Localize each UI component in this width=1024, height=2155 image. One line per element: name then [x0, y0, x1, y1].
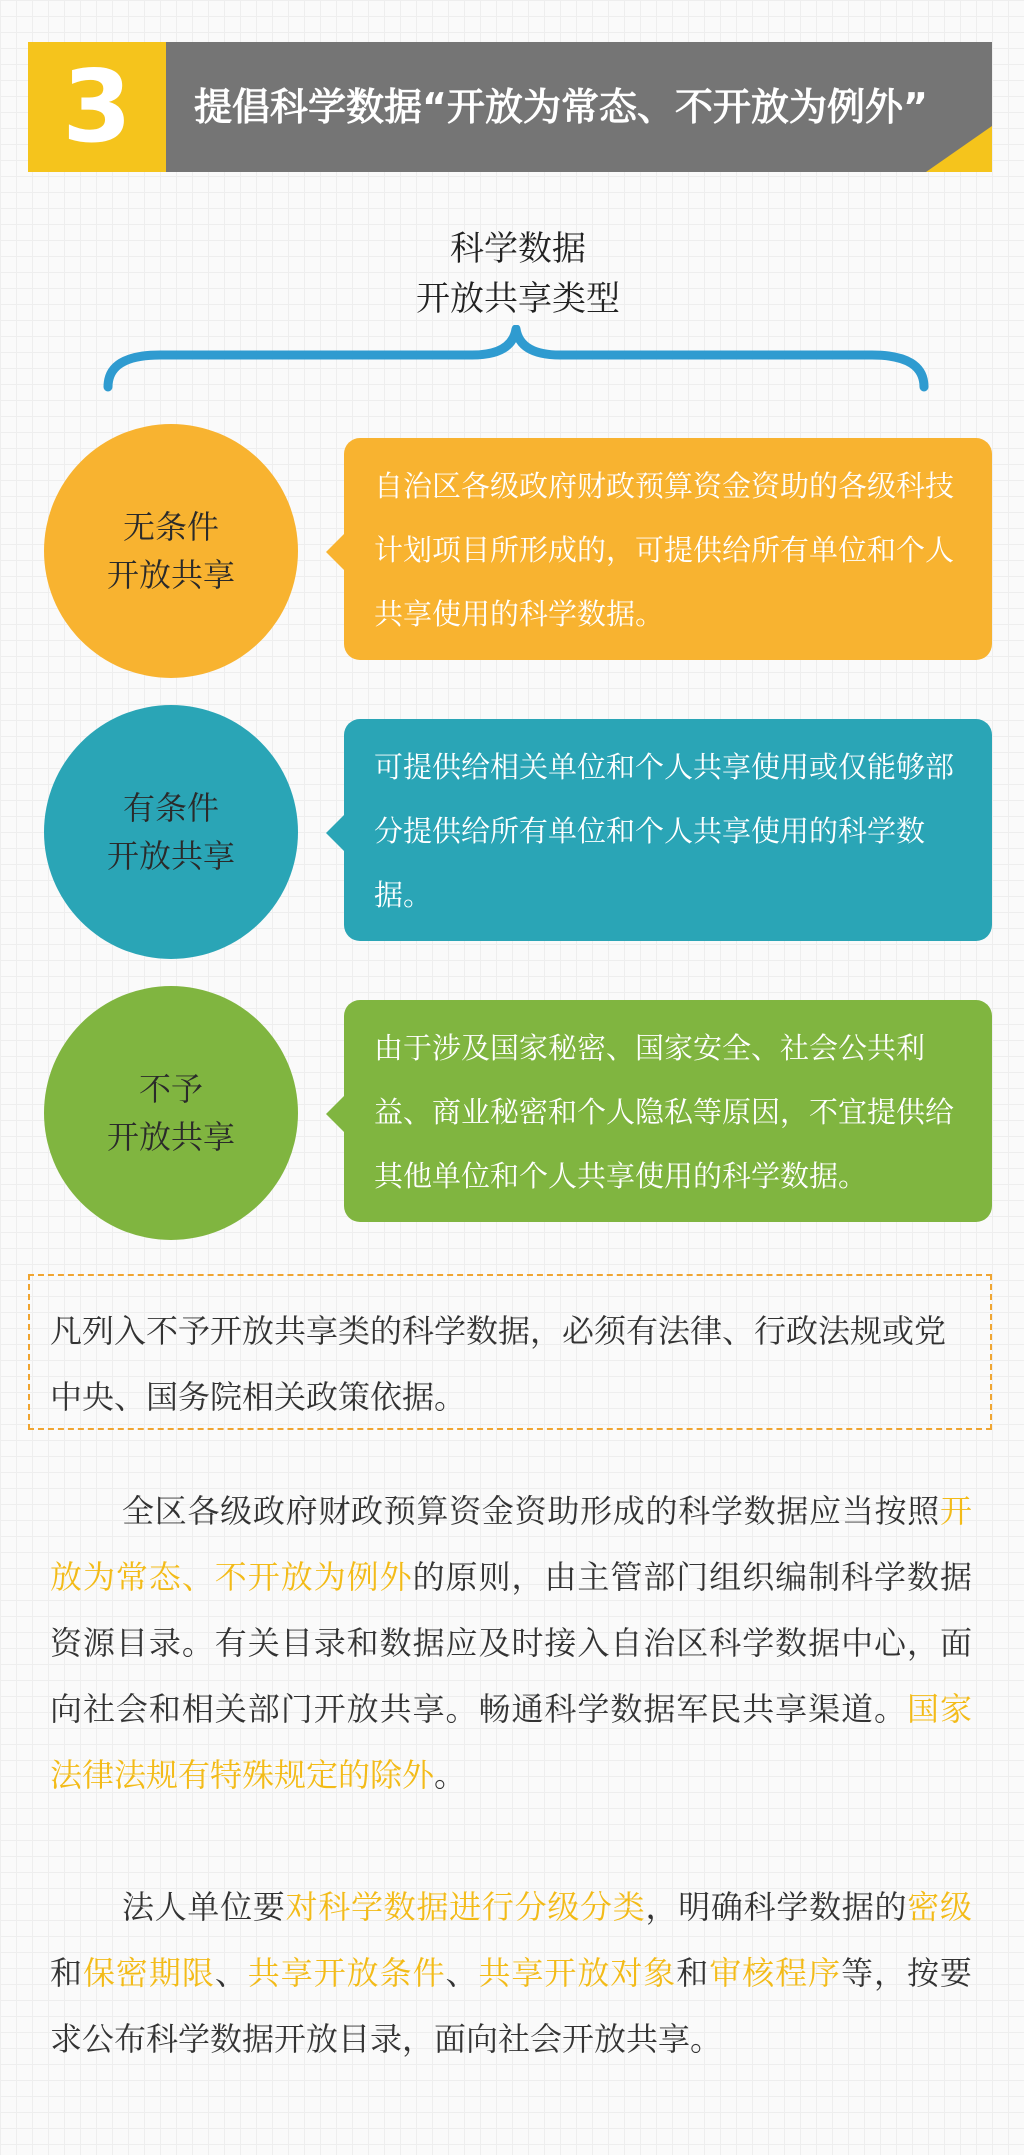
curly-brace-icon: [100, 325, 932, 395]
paragraph-text: 、: [445, 1954, 479, 1992]
paragraph-text: 的原则，由主管部门组织编制科学数据资源目录。有关目录和数据应及时接入自治区科学数据中心，面向社会和相关部门开放共享。畅通科学数据军民共享渠道。: [50, 1558, 972, 1728]
policy-note: 凡列入不予开放共享类的科学数据，必须有法律、行政法规或党中央、国务院相关政策依据。: [28, 1274, 992, 1430]
paragraph-text: 全区各级政府财政预算资金资助形成的科学数据应当按照: [122, 1492, 940, 1530]
paragraph-text: ，明确科学数据的: [645, 1888, 908, 1926]
section-title: 提倡科学数据“开放为常态、不开放为例外”: [166, 42, 992, 172]
highlight-text: 审核程序: [709, 1954, 842, 1992]
paragraph-text: 和: [50, 1954, 83, 1992]
paragraph-text: 法人单位要: [122, 1888, 286, 1926]
type-description-conditional: 可提供给相关单位和个人共享使用或仅能够部分提供给所有单位和个人共享使用的科学数据。: [344, 719, 992, 941]
type-label-line-1: 不予: [138, 1070, 203, 1108]
body-paragraph-2: [50, 1874, 972, 2072]
types-title-line-2: 开放共享类型: [416, 279, 620, 319]
highlight-text: 开放为常态、不开放为例外: [50, 1492, 972, 1596]
highlight-text: 保密期限: [82, 1954, 215, 1992]
type-label-line-1: 有条件: [122, 789, 219, 827]
body-paragraph-1: [50, 1478, 972, 1808]
type-item-not-open: [44, 986, 992, 1240]
type-item-unconditional: [44, 424, 992, 678]
type-circle-unconditional: [44, 424, 298, 678]
highlight-text: 对科学数据进行分级分类: [285, 1888, 646, 1926]
type-circle-not-open: [44, 986, 298, 1240]
type-circle-conditional: [44, 705, 298, 959]
highlight-text: 密级: [907, 1888, 972, 1926]
paragraph-text: 。: [434, 1756, 467, 1794]
paragraph-text: 和: [676, 1954, 710, 1992]
highlight-text: 共享开放对象: [478, 1954, 677, 1992]
highlight-text: 国家法律法规有特殊规定的除外: [50, 1690, 972, 1794]
types-title: [312, 224, 724, 324]
type-label-line-1: 无条件: [122, 508, 219, 546]
section-number: 3: [28, 42, 166, 172]
types-title-line-1: 科学数据: [450, 229, 586, 269]
section-header: [28, 42, 992, 172]
paragraph-text: 等，按要求公布科学数据开放目录，面向社会开放共享。: [50, 1954, 972, 2058]
type-description-not-open: 由于涉及国家秘密、国家安全、社会公共利益、商业秘密和个人隐私等原因，不宜提供给其他单位和个人共享使用的科学数据。: [344, 1000, 992, 1222]
paragraph-text: 、: [214, 1954, 248, 1992]
type-item-conditional: [44, 705, 992, 959]
type-label-line-2: 开放共享: [106, 837, 235, 875]
type-label-line-2: 开放共享: [106, 1118, 235, 1156]
type-description-unconditional: 自治区各级政府财政预算资金资助的各级科技计划项目所形成的，可提供给所有单位和个人共享使用的科学数据。: [344, 438, 992, 660]
type-label-line-2: 开放共享: [106, 556, 235, 594]
highlight-text: 共享开放条件: [247, 1954, 446, 1992]
title-corner-decoration: [926, 126, 992, 172]
